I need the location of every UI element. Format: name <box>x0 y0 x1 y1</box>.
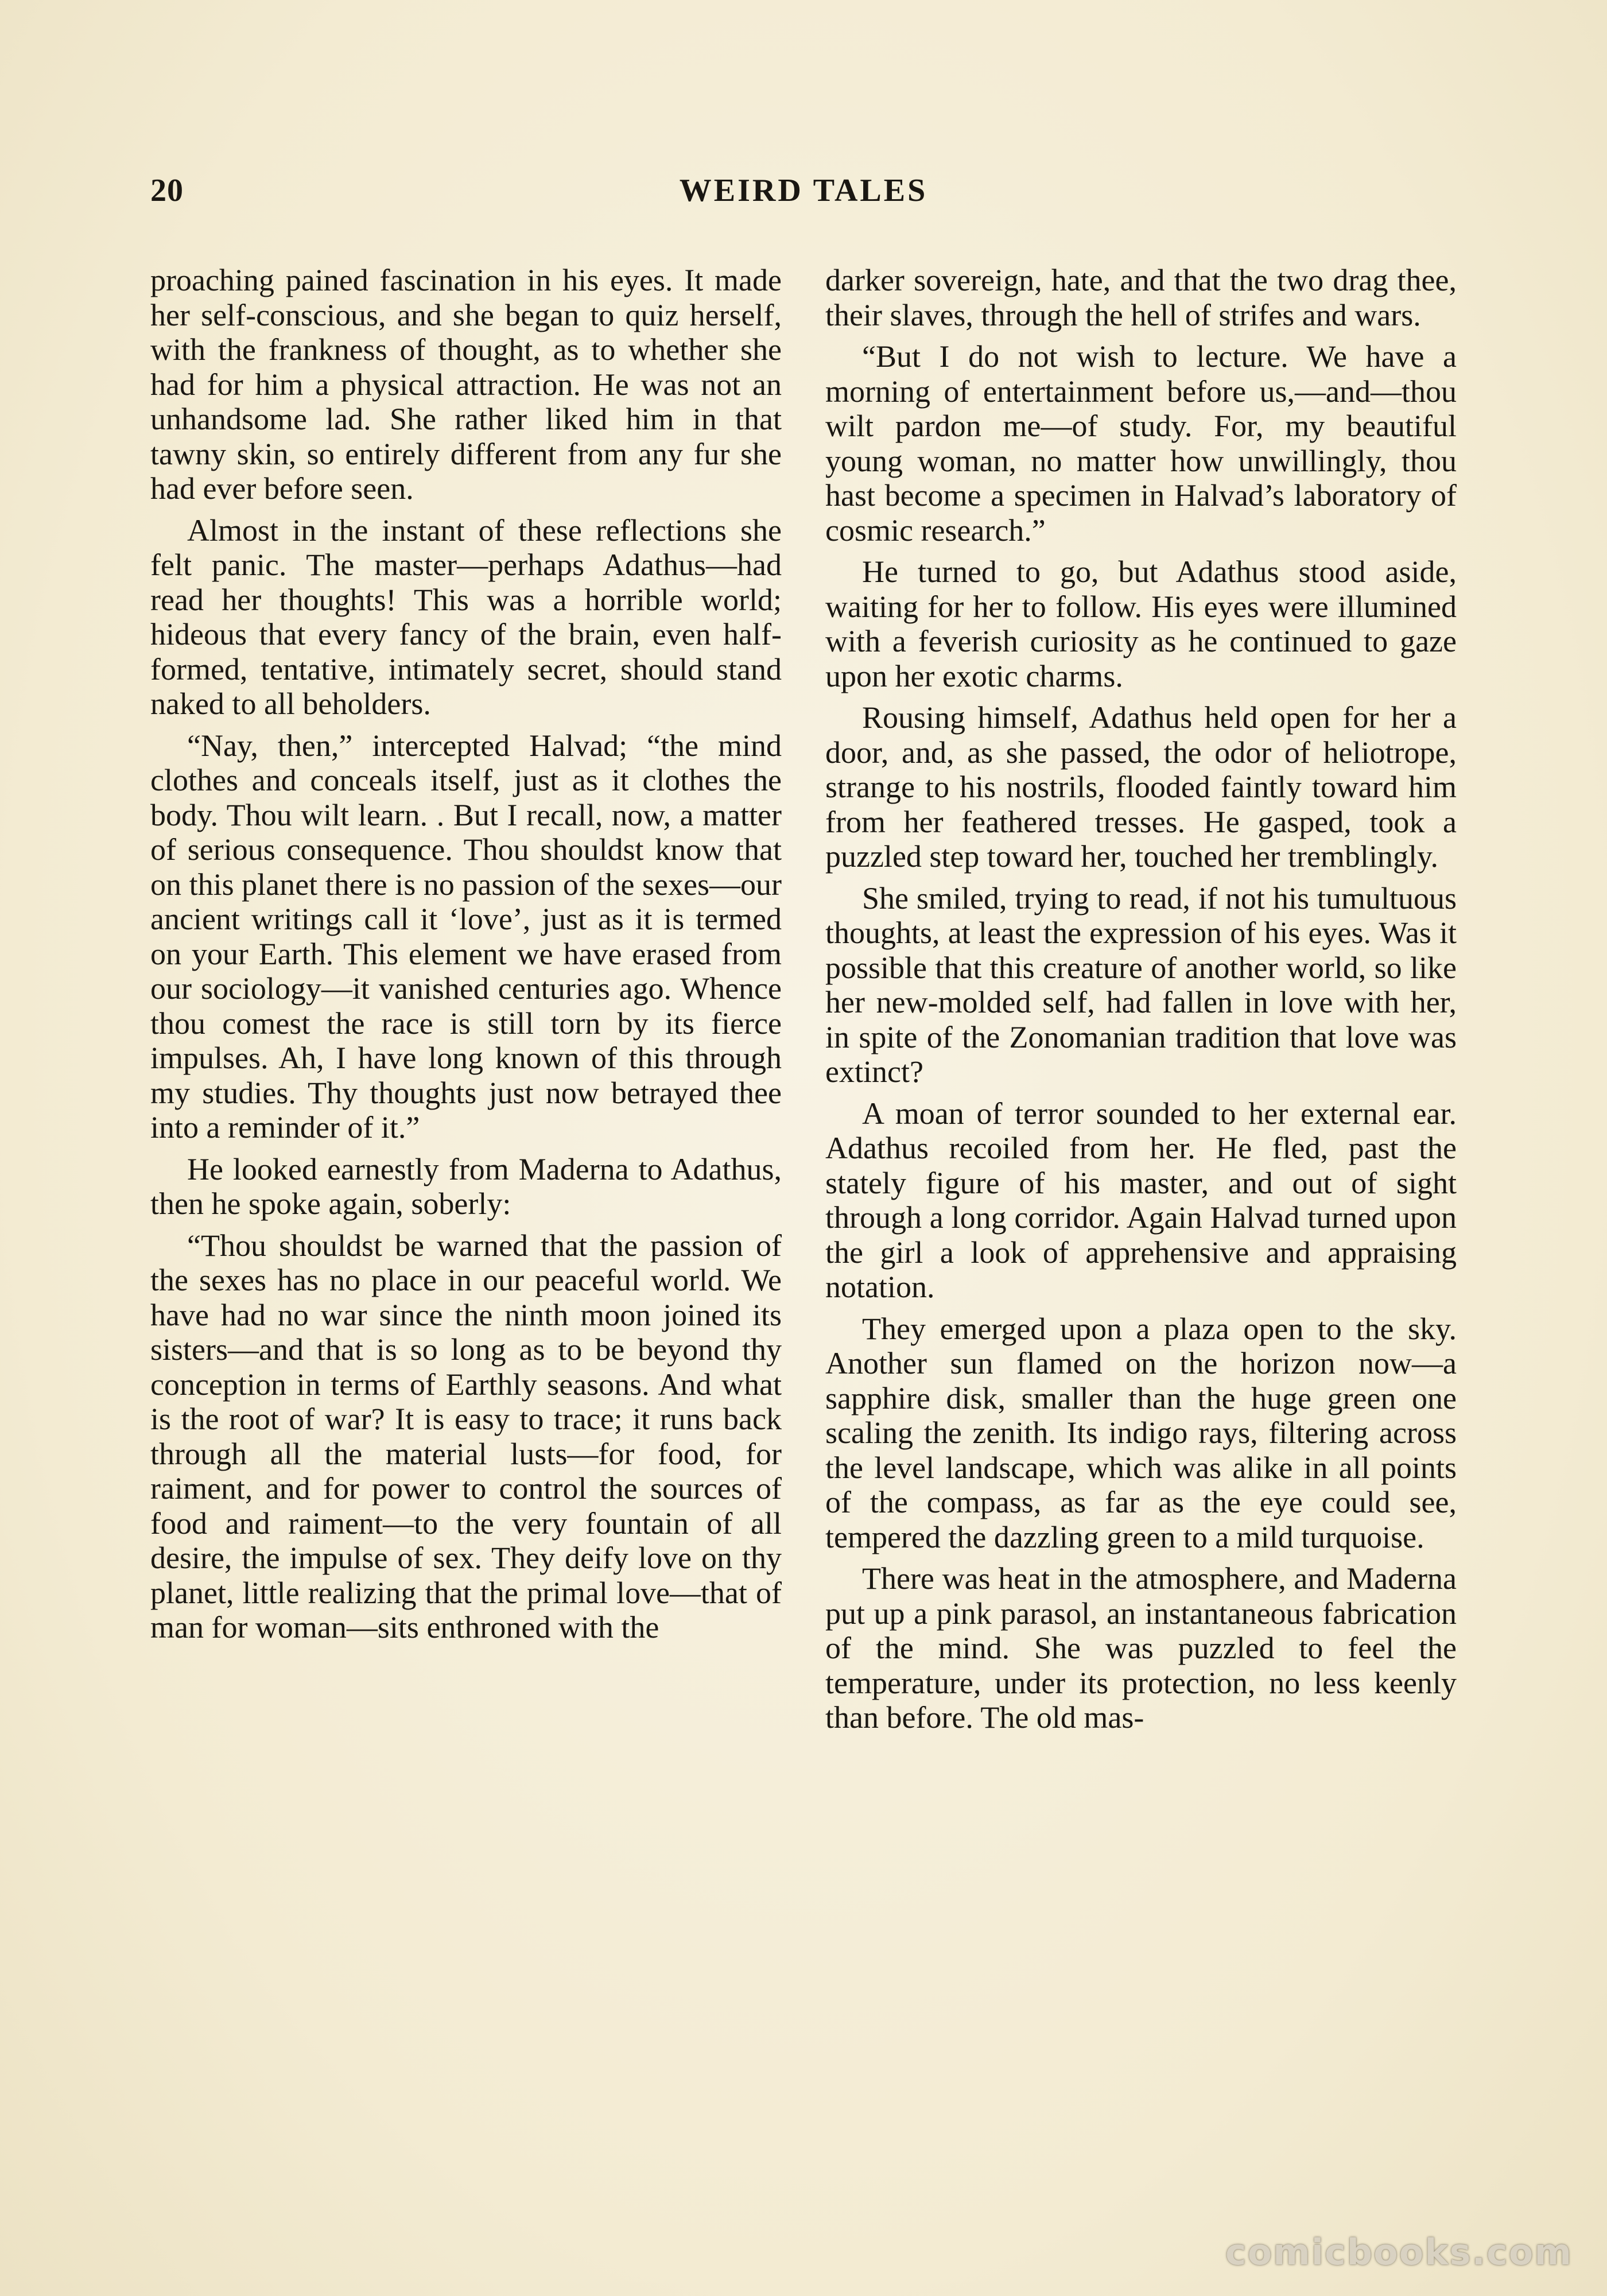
paragraph: “Nay, then,” intercepted Halvad; “the mind clothes and conceals itself, just as it clothes the body. Thou wilt learn. . But I recall, now, a matter of serious consequence. Thou shouldst know that on this planet there is no passion of the sexes—our ancient writings call it ‘love’, just as it is termed on your Earth. This element we have erased from our sociology—it vanished centuries ago. Whence thou comest the race is still torn by its fierce impulses. Ah, I have long known of this through my studies. Thy thoughts just now betrayed thee into a reminder of it.” <box>150 728 782 1145</box>
paragraph: “But I do not wish to lecture. We have a morning of entertainment before us,—and—thou wilt pardon me—of study. For, my beautiful young woman, no matter how unwillingly, thou hast become a specimen in Halvad’s laboratory of cosmic research.” <box>825 339 1457 548</box>
paragraph: They emerged upon a plaza open to the sky. Another sun flamed on the horizon now—a sapphire disk, smaller than the huge green one scaling the zenith. Its indigo rays, filtering across the level landscape, which was alike in all points of the compass, as far as the eye could see, tempered the dazzling green to a mild turquoise. <box>825 1311 1457 1554</box>
paragraph: He looked earnestly from Maderna to Adathus, then he spoke again, soberly: <box>150 1151 782 1221</box>
paragraph: proaching pained fascination in his eyes. It made her self-conscious, and she began to quiz herself, with the frankness of thought, as to whether she had for him a physical attraction. He was not an unhandsome lad. She rather liked him in that tawny skin, so entirely different from any fur she had ever before seen. <box>150 263 782 506</box>
paragraph: Rousing himself, Adathus held open for her a door, and, as she passed, the odor of heliotrope, strange to his nostrils, flooded faintly toward him from her feathered tresses. He gasped, took a puzzled step toward her, touched her tremblingly. <box>825 700 1457 874</box>
paragraph: darker sovereign, hate, and that the two drag thee, their slaves, through the hell of strifes and wars. <box>825 263 1457 332</box>
site-watermark: comicbooks.com <box>1225 2231 1573 2273</box>
paragraph: Almost in the instant of these reflections she felt panic. The master—perhaps Adathus—had read her thoughts! This was a horrible world; hideous that every fancy of the brain, even half-formed, tentative, intimately secret, should stand naked to all beholders. <box>150 513 782 721</box>
paragraph: A moan of terror sounded to her external ear. Adathus recoiled from her. He fled, past the stately figure of his master, and out of sight through a long corridor. Again Halvad turned upon the girl a look of apprehensive and appraising notation. <box>825 1096 1457 1304</box>
left-column <box>150 263 782 1652</box>
paragraph: There was heat in the atmosphere, and Maderna put up a pink parasol, an instantaneous fabrication of the mind. She was puzzled to feel the temperature, under its protection, no less keenly than before. The old mas- <box>825 1561 1457 1735</box>
page-header <box>150 172 1457 224</box>
paragraph: She smiled, trying to read, if not his tumultuous thoughts, at least the expression of his eyes. Was it possible that this creature of another world, so like her new-molded self, had fallen in love with her, in spite of the Zonomanian tradition that love was extinct? <box>825 881 1457 1089</box>
paragraph: He turned to go, but Adathus stood aside, waiting for her to follow. His eyes were illumined with a feverish curiosity as he continued to gaze upon her exotic charms. <box>825 554 1457 693</box>
paragraph: “Thou shouldst be warned that the passion of the sexes has no place in our peaceful world. We have had no war since the ninth moon joined its sisters—and that is so long as to be beyond thy conception in terms of Earthly seasons. And what is the root of war? It is easy to trace; it runs back through all the material lusts—for food, for raiment, and for power to control the sources of food and raiment—to the very fountain of all desire, the impulse of sex. They deify love on thy planet, little realizing that the primal love—that of man for woman—sits enthroned with the <box>150 1228 782 1645</box>
running-title: WEIRD TALES <box>679 173 928 208</box>
page-number: 20 <box>150 173 184 208</box>
right-column <box>825 263 1457 1742</box>
